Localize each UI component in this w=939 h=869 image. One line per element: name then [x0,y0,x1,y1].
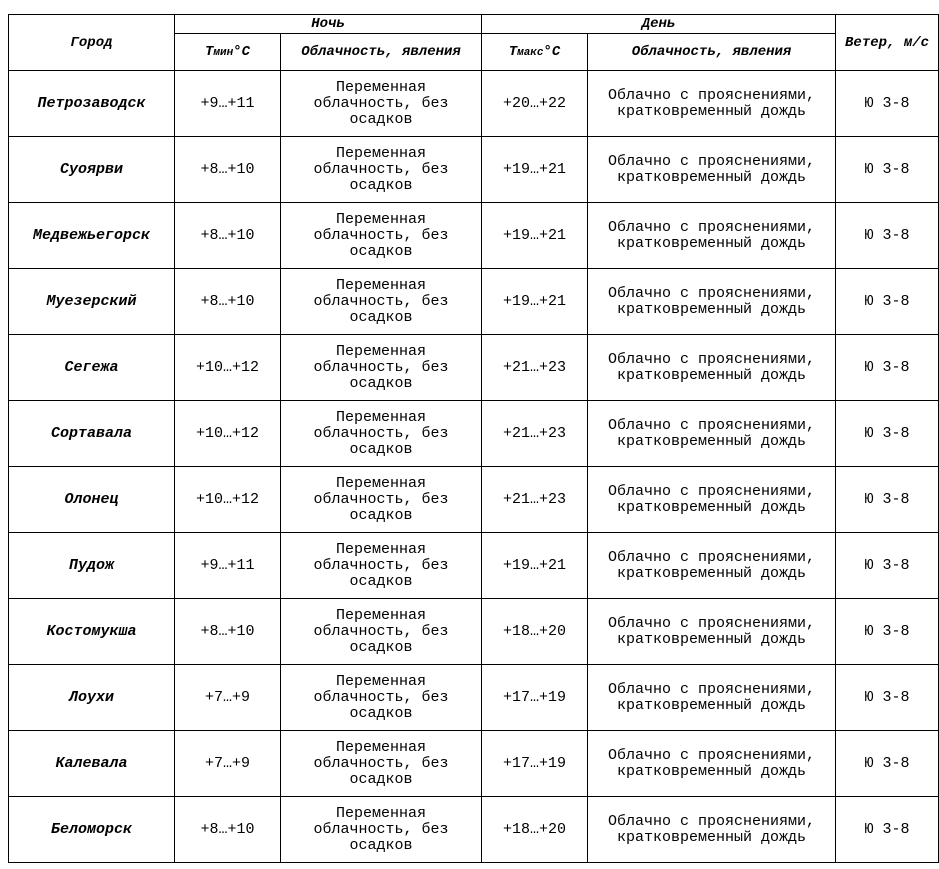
tmax-cell: +19…+21 [482,269,588,335]
night-cloud-cell: Переменная облачность, без осадков [281,269,482,335]
wind-cell: Ю 3-8 [836,137,939,203]
table-row [9,533,939,599]
tmax-cell: +19…+21 [482,137,588,203]
tmax-cell: +21…+23 [482,335,588,401]
tmin-cell: +10…+12 [175,335,281,401]
night-cloud-cell: Переменная облачность, без осадков [281,203,482,269]
day-cloud-cell: Облачно с прояснениями, кратковременный дождь [588,533,836,599]
night-cloud-cell: Переменная облачность, без осадков [281,731,482,797]
day-cloud-cell: Облачно с прояснениями, кратковременный дождь [588,401,836,467]
city-cell: Медвежьегорск [9,203,175,269]
table-row [9,599,939,665]
wind-cell: Ю 3-8 [836,203,939,269]
table-row [9,269,939,335]
day-cloud-cell: Облачно с прояснениями, кратковременный дождь [588,797,836,863]
day-cloud-cell: Облачно с прояснениями, кратковременный дождь [588,269,836,335]
tmin-cell: +10…+12 [175,401,281,467]
city-cell: Суоярви [9,137,175,203]
tmax-cell: +17…+19 [482,731,588,797]
night-cloud-cell: Переменная облачность, без осадков [281,467,482,533]
tmax-cell: +18…+20 [482,797,588,863]
tmin-cell: +8…+10 [175,137,281,203]
table-row [9,731,939,797]
day-cloud-cell: Облачно с прояснениями, кратковременный дождь [588,137,836,203]
city-cell: Костомукша [9,599,175,665]
table-row [9,335,939,401]
city-cell: Петрозаводск [9,71,175,137]
wind-cell: Ю 3-8 [836,335,939,401]
city-cell: Беломорск [9,797,175,863]
tmin-cell: +8…+10 [175,203,281,269]
city-cell: Лоухи [9,665,175,731]
table-row [9,203,939,269]
header-tmin-unit: °С [233,43,251,60]
tmax-cell: +19…+21 [482,533,588,599]
night-cloud-cell: Переменная облачность, без осадков [281,599,482,665]
tmin-cell: +7…+9 [175,731,281,797]
day-cloud-cell: Облачно с прояснениями, кратковременный дождь [588,335,836,401]
city-cell: Пудож [9,533,175,599]
header-tmin [175,34,281,71]
wind-cell: Ю 3-8 [836,533,939,599]
wind-cell: Ю 3-8 [836,599,939,665]
table-row [9,137,939,203]
table-row [9,797,939,863]
city-cell: Калевала [9,731,175,797]
forecast-table [8,14,939,863]
header-tmax-sub: макс [517,46,544,59]
tmin-cell: +8…+10 [175,797,281,863]
tmin-cell: +9…+11 [175,71,281,137]
tmin-cell: +8…+10 [175,269,281,335]
header-tmax [482,34,588,71]
night-cloud-cell: Переменная облачность, без осадков [281,335,482,401]
city-cell: Сортавала [9,401,175,467]
day-cloud-cell: Облачно с прояснениями, кратковременный дождь [588,599,836,665]
day-cloud-cell: Облачно с прояснениями, кратковременный дождь [588,71,836,137]
header-tmin-prefix: T [204,43,214,60]
header-city: Город [9,15,175,71]
tmin-cell: +7…+9 [175,665,281,731]
night-cloud-cell: Переменная облачность, без осадков [281,401,482,467]
night-cloud-cell: Переменная облачность, без осадков [281,71,482,137]
tmax-cell: +17…+19 [482,665,588,731]
table-row [9,401,939,467]
city-cell: Муезерский [9,269,175,335]
wind-cell: Ю 3-8 [836,401,939,467]
wind-cell: Ю 3-8 [836,731,939,797]
night-cloud-cell: Переменная облачность, без осадков [281,137,482,203]
tmax-cell: +19…+21 [482,203,588,269]
wind-cell: Ю 3-8 [836,71,939,137]
table-row [9,467,939,533]
table-row [9,71,939,137]
tmax-cell: +18…+20 [482,599,588,665]
header-night: Ночь [175,15,482,34]
header-tmin-sub: мин [213,46,234,59]
city-cell: Олонец [9,467,175,533]
tmax-cell: +20…+22 [482,71,588,137]
wind-cell: Ю 3-8 [836,797,939,863]
header-cloud-day: Облачность, явления [588,34,836,71]
header-tmax-prefix: T [508,43,518,60]
night-cloud-cell: Переменная облачность, без осадков [281,533,482,599]
tmax-cell: +21…+23 [482,467,588,533]
table-row [9,665,939,731]
day-cloud-cell: Облачно с прояснениями, кратковременный дождь [588,467,836,533]
night-cloud-cell: Переменная облачность, без осадков [281,797,482,863]
tmax-cell: +21…+23 [482,401,588,467]
tmin-cell: +8…+10 [175,599,281,665]
wind-cell: Ю 3-8 [836,665,939,731]
header-cloud-night: Облачность, явления [281,34,482,71]
header-tmax-unit: °С [543,43,561,60]
wind-cell: Ю 3-8 [836,269,939,335]
tmin-cell: +9…+11 [175,533,281,599]
tmin-cell: +10…+12 [175,467,281,533]
wind-cell: Ю 3-8 [836,467,939,533]
night-cloud-cell: Переменная облачность, без осадков [281,665,482,731]
day-cloud-cell: Облачно с прояснениями, кратковременный дождь [588,665,836,731]
header-wind: Ветер, м/с [836,15,939,71]
day-cloud-cell: Облачно с прояснениями, кратковременный дождь [588,203,836,269]
city-cell: Сегежа [9,335,175,401]
header-row-top [9,15,939,34]
day-cloud-cell: Облачно с прояснениями, кратковременный дождь [588,731,836,797]
header-day: День [482,15,836,34]
